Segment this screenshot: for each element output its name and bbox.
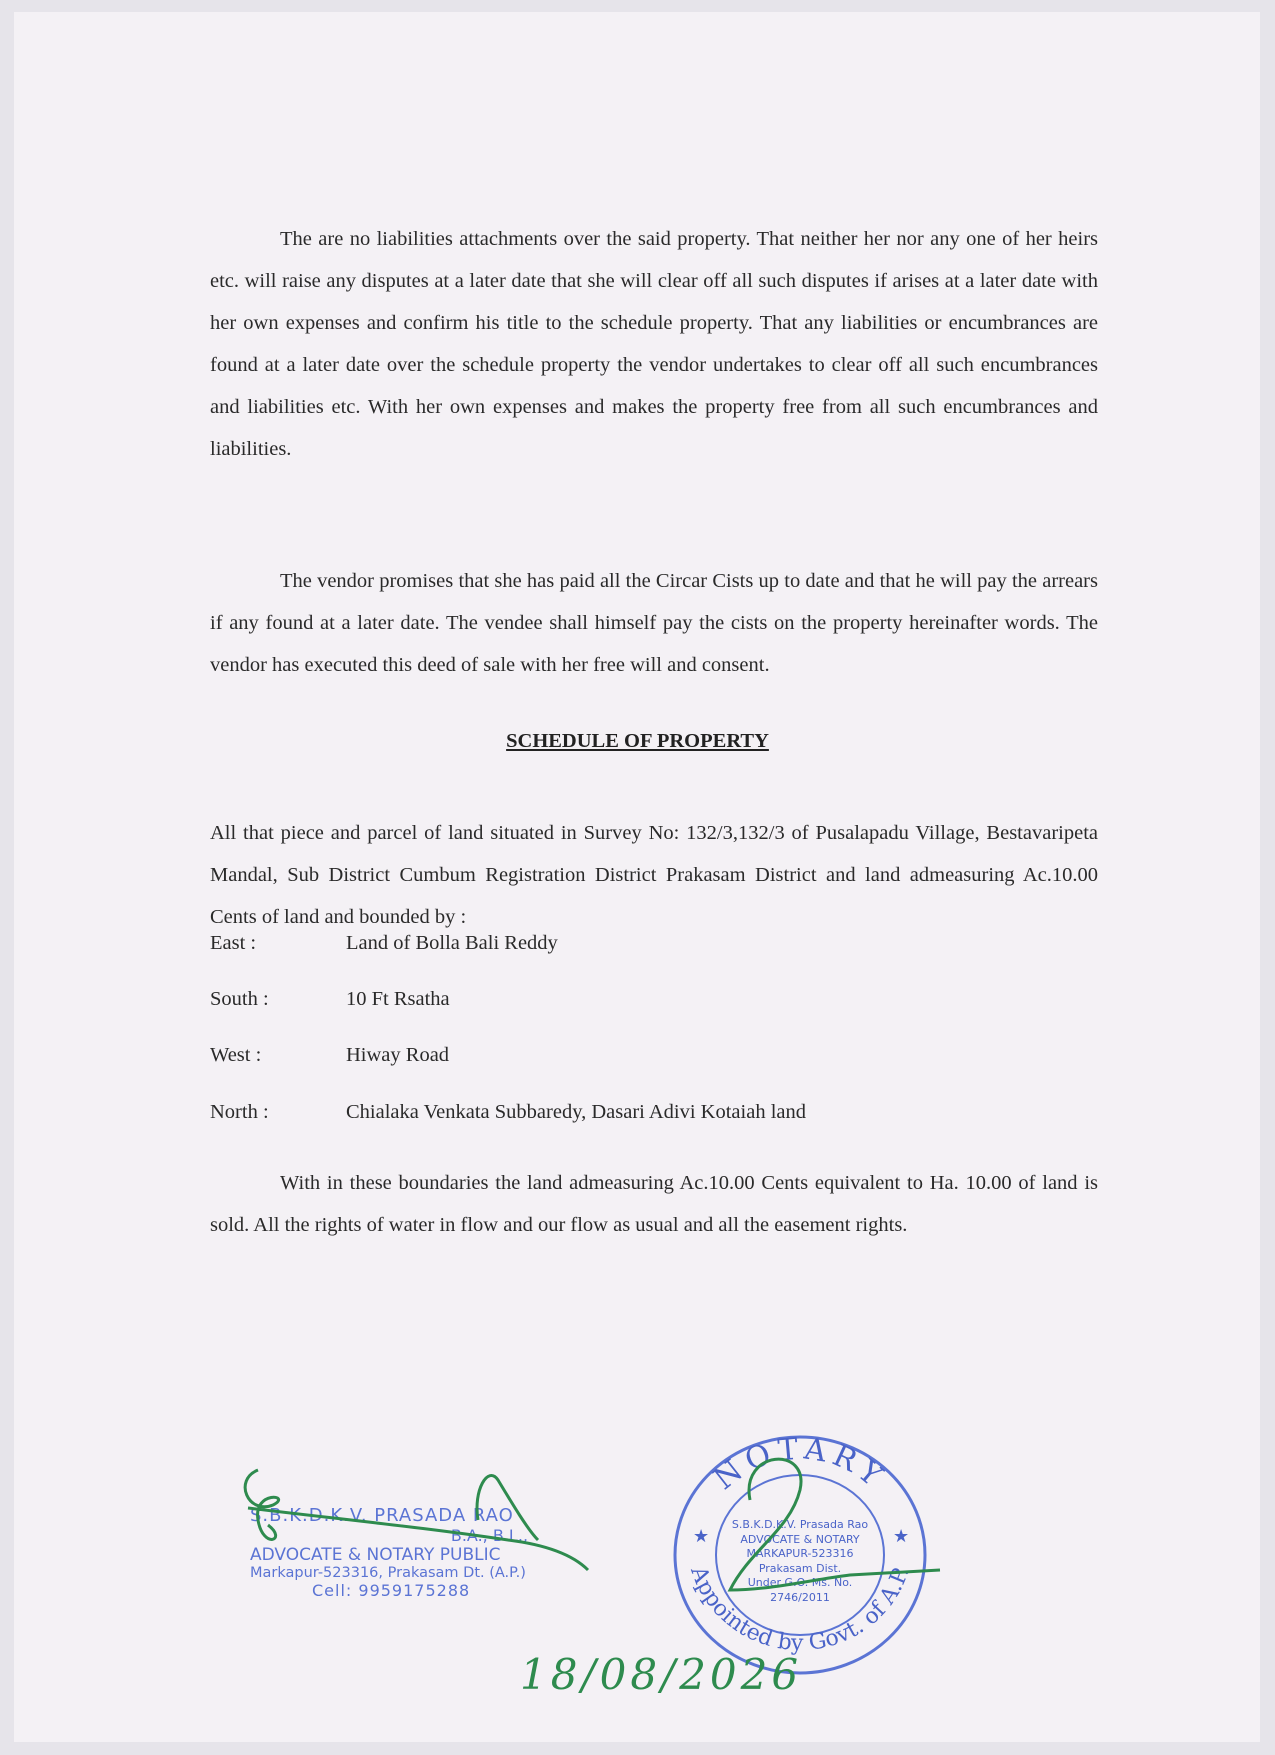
boundary-direction: West : <box>210 1044 262 1066</box>
schedule-heading: SCHEDULE OF PROPERTY <box>506 730 769 752</box>
seal-line: 2746/2011 <box>770 1590 830 1604</box>
seal-line: ADVOCATE & NOTARY <box>740 1532 860 1546</box>
boundary-value: Hiway Road <box>346 1044 450 1066</box>
boundary-south <box>210 988 450 1011</box>
boundary-west <box>210 1044 449 1067</box>
seal-line: Under G.O. Ms. No. <box>747 1576 853 1589</box>
circar-cists-paragraph: The vendor promises that she has paid all the Circar Cists up to date and that he will pay the arrears if any found at a later date. The vendee shall himself pay the cists on the property hereinafter words. The vendor has executed this deed of sale with her free will and consent. <box>210 570 1098 676</box>
boundary-value: Land of Bolla Bali Reddy <box>346 932 558 954</box>
notary-title: ADVOCATE & NOTARY PUBLIC <box>250 1545 501 1565</box>
property-description-paragraph: All that piece and parcel of land situated in Survey No: 132/3,132/3 of Pusalapadu Village, Bestavaripeta Mandal, Sub District Cumbum Registration District Prakasam District and land admeasuring Ac.10.00 Cents of land and bounded by : <box>210 822 1098 928</box>
notary-stamp <box>250 1505 550 1600</box>
notary-seal <box>665 1430 935 1680</box>
star-icon: ★ <box>893 1526 910 1546</box>
seal-line: Prakasam Dist. <box>758 1561 842 1575</box>
boundary-direction: North : <box>210 1101 269 1123</box>
seal-bottom-arc: Appointed by Govt. of A.P. <box>685 1563 915 1657</box>
seal-top-arc: NOTARY <box>707 1431 894 1498</box>
boundary-value: Chialaka Venkata Subbaredy, Dasari Adivi Kotaiah land <box>346 1101 806 1123</box>
notary-cell: Cell: 9959175288 <box>312 1581 471 1600</box>
handwritten-date: 18/08/2026 <box>520 1650 803 1699</box>
boundary-direction: South : <box>210 988 269 1010</box>
seal-line: S.B.K.D.K.V. Prasada Rao <box>731 1518 869 1531</box>
notary-name: S.B.K.D.K.V. PRASADA RAO <box>250 1505 514 1526</box>
notary-address: Markapur-523316, Prakasam Dt. (A.P.) <box>250 1565 526 1581</box>
seal-line: MARKAPUR-523316 <box>746 1547 854 1560</box>
boundary-east <box>210 932 558 955</box>
boundary-direction: East : <box>210 932 257 954</box>
star-icon: ★ <box>693 1526 710 1546</box>
notary-degrees: B.A., B.L., <box>450 1526 528 1545</box>
water-rights-paragraph: With in these boundaries the land admeasuring Ac.10.00 Cents equivalent to Ha. 10.00 of land is sold. All the rights of water in flow and our flow as usual and all the easement rights. <box>210 1172 1098 1236</box>
boundary-value: 10 Ft Rsatha <box>346 988 450 1010</box>
boundary-north <box>210 1101 806 1124</box>
seal-center-text <box>720 1518 880 1605</box>
liabilities-paragraph: The are no liabilities attachments over the said property. That neither her nor any one of her heirs etc. will raise any disputes at a later date that she will clear off all such disputes if arises at a later date with her own expenses and confirm his title to the schedule property. That any liabilities or encumbrances are found at a later date over the schedule property the vendor undertakes to clear off all such encumbrances and liabilities etc. With her own expenses and makes the property free from all such encumbrances and liabilities. <box>210 228 1098 460</box>
